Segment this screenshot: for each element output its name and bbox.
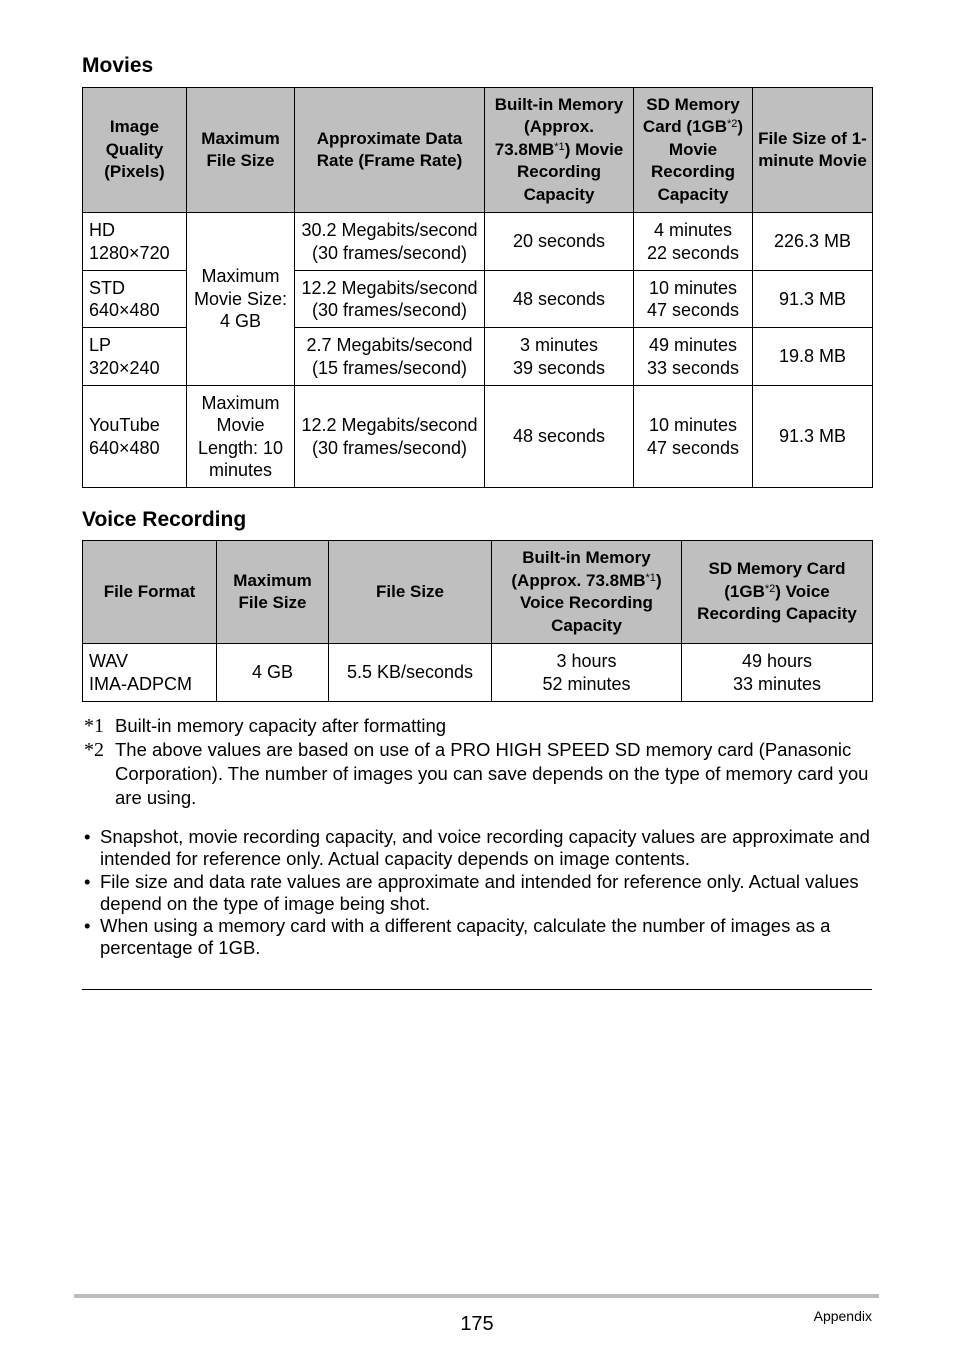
header-file-size: File Size [329,541,492,644]
footnote-text: Built-in memory capacity after formatting [115,715,447,736]
cell-quality [83,386,187,488]
quality-name: HD [89,220,115,240]
cell-size: 19.8 MB [753,328,873,386]
footnote-ref-1: *1 [645,571,656,584]
cell-size: 226.3 MB [753,213,873,271]
page-number: 175 [460,1313,494,1335]
header-builtin-capacity [492,541,682,644]
cell-builtin [485,386,634,488]
header-file-format: File Format [83,541,217,644]
table-row [83,644,873,702]
header-builtin-text-a: Built-in Memory (Approx. 73.8MB [511,548,651,590]
bullet-marker: • [84,870,91,892]
footnote-2 [84,738,874,810]
cell-size: 91.3 MB [753,386,873,488]
footnote-ref-2: *2 [727,118,738,131]
cell-format [83,644,217,702]
footnote-ref-1: *1 [554,140,565,153]
cell-builtin [485,213,634,271]
rate-bits: 12.2 Megabits/second [301,277,478,298]
cell-max-size: 4 GB [217,644,329,702]
cell-max-length: Maximum Movie Length: 10 minutes [187,386,295,488]
header-builtin-text-b: ) Movie Recording Capacity [516,139,624,204]
cell-sd [634,271,753,328]
header-image-quality: Image Quality (Pixels) [83,88,187,213]
sd-value-2: 47 seconds [646,300,740,320]
bullet-marker: • [84,826,91,847]
note-text: Snapshot, movie recording capacity, and voice recording capacity values are approximate and intended for reference only. Actual capacity depends on image contents. [100,826,870,870]
quality-name: LP [89,335,112,355]
header-builtin-capacity [485,88,634,213]
footer-divider [74,1294,879,1298]
footnote-ref-2: *2 [764,582,776,595]
notes-list [84,826,874,960]
cell-sd [682,644,873,702]
header-max-file-size: Maximum File Size [217,541,329,644]
sd-value-1: 49 minutes [648,335,738,355]
sd-value-2: 47 seconds [646,437,740,458]
section-label: Appendix [813,1308,872,1324]
rate-frames: (30 frames/second) [311,437,468,458]
cell-size: 91.3 MB [753,271,873,328]
voice-header-row [83,541,873,644]
section-divider [82,989,872,990]
rate-frames: (30 frames/second) [311,242,468,263]
header-sd-capacity [634,88,753,213]
sd-value-1: 49 hours [741,651,813,671]
builtin-value-1: 3 minutes [519,335,599,355]
header-data-rate: Approximate Data Rate (Frame Rate) [295,88,485,213]
list-item [84,915,874,960]
cell-builtin [485,271,634,328]
footnote-text: The above values are based on use of a PRO HIGH SPEED SD memory card (Panasonic Corporation). The number of images you can save depends on the type of memory card you are using. [115,739,869,808]
rate-bits: 12.2 Megabits/second [301,415,478,435]
table-row [83,213,873,271]
cell-quality [83,328,187,386]
header-max-file-size: Maximum File Size [187,88,295,213]
list-item [84,826,874,871]
cell-rate [295,213,485,271]
cell-file-size: 5.5 KB/seconds [329,644,492,702]
format-name: WAV [89,651,128,671]
cell-quality [83,213,187,271]
rate-bits: 30.2 Megabits/second [301,220,478,240]
header-sd-text-b: ) Voice Recording Capacity [697,581,857,624]
rate-frames: (15 frames/second) [311,357,468,378]
movies-heading: Movies [82,54,154,77]
note-text: When using a memory card with a different capacity, calculate the number of images as a percentage of 1GB. [100,915,831,959]
voice-heading: Voice Recording [82,508,247,531]
quality-pixels: 640×480 [89,437,160,458]
rate-bits: 2.7 Megabits/second [306,335,473,355]
sd-value-1: 10 minutes [648,277,738,298]
builtin-value: 48 seconds [512,288,606,309]
cell-sd [634,386,753,488]
header-builtin-text-b: ) Voice Recording Capacity [520,570,662,635]
sd-value-1: 4 minutes [653,220,733,240]
builtin-value-2: 52 minutes [542,673,631,694]
header-sd-text-b: ) Movie Recording Capacity [650,117,744,204]
note-text: File size and data rate values are approximate and intended for reference only. Actual values depend on the type of image being shot. [100,870,859,914]
cell-sd [634,213,753,271]
quality-pixels: 640×480 [89,300,160,320]
footnote-mark: *2 [84,739,104,761]
header-sd-text-a: SD Memory Card (1GB [708,559,846,601]
cell-builtin [485,328,634,386]
format-codec: IMA-ADPCM [89,673,192,694]
builtin-value: 48 seconds [512,426,606,447]
cell-quality [83,271,187,328]
cell-rate [295,328,485,386]
cell-rate [295,386,485,488]
header-sd-text-a: SD Memory Card (1GB [642,94,740,137]
footnote-mark: *1 [84,715,104,737]
cell-builtin [492,644,682,702]
builtin-value-2: 39 seconds [512,357,606,378]
sd-value-2: 33 minutes [732,673,822,694]
rate-frames: (30 frames/second) [311,300,468,320]
voice-table [82,540,873,702]
cell-sd [634,328,753,386]
movies-header-row [83,88,873,213]
sd-value-1: 10 minutes [648,415,738,435]
quality-name: STD [89,277,125,298]
builtin-value: 20 seconds [512,231,606,252]
header-sd-capacity [682,541,873,644]
table-row [83,386,873,488]
sd-value-2: 22 seconds [646,242,740,263]
header-builtin-text-a: Built-in Memory (Approx. 73.8MB [494,94,624,159]
movies-table [82,87,873,488]
builtin-value-1: 3 hours [556,651,617,671]
bullet-marker: • [84,915,91,937]
footnote-1 [84,714,874,738]
cell-shared-max-size: Maximum Movie Size: 4 GB [187,213,295,386]
quality-pixels: 1280×720 [89,242,170,263]
list-item [84,871,874,916]
cell-rate [295,271,485,328]
sd-value-2: 33 seconds [646,357,740,378]
header-file-size-1min: File Size of 1-minute Movie [753,88,873,213]
quality-pixels: 320×240 [89,357,160,378]
quality-name: YouTube [89,415,160,435]
